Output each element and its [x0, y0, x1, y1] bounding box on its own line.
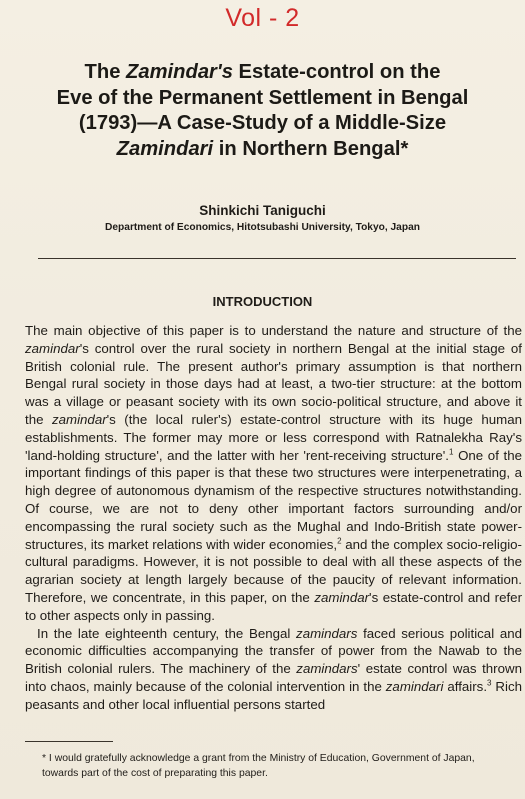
footnote-ref[interactable]: 2: [337, 536, 342, 546]
text-run: In the late eighteenth century, the Bengal: [37, 625, 297, 641]
title-line-3: (1793)—A Case-Study of a Middle-Size: [78, 112, 447, 134]
title-emphasis: Zamindar's: [126, 61, 233, 83]
text-run: faced serious political and economic difficulties accompanying the transfer of power from the Nawab to the British colonial rulers. The machinery of the: [25, 625, 523, 677]
title-text: in Northern Bengal*: [213, 137, 409, 160]
text-run: 's control over the rural society in northern Bengal at the initial stage of British colonial rule. The present author's primary assumption is that northern Bengal rural society in those days had at least, a two-tier structure: at the bottom was a village or peasant society with its own socio-political structure, and above it the: [25, 340, 522, 427]
footnote-ref[interactable]: 1: [449, 447, 454, 457]
paragraph-2: [25, 625, 522, 714]
text-run: One of the important findings of this paper is that these two structures were interpenetrating, a high degree of autonomous dynamism of the respective structures notwithstanding. Of course, we are not to deny other important factors surrounding and/or encompassing the rural society such as the Mughal and Indo-British state power-structures, its market relations with wider economies,: [25, 447, 522, 552]
footnote: [42, 751, 512, 781]
text-run: ' estate control was thrown into chaos, mainly because of the colonial intervention in the: [25, 661, 522, 694]
italic-term: zamindars: [296, 661, 358, 677]
footnote-divider: [25, 741, 113, 742]
title-text: The: [84, 61, 127, 83]
text-run: Rich peasants and other local influential persons started: [25, 678, 523, 712]
footnote-mark: *: [42, 753, 47, 764]
title-line-2: Eve of the Permanent Settlement in Bengal: [56, 86, 469, 109]
footnote-ref[interactable]: 3: [487, 678, 492, 688]
title-emphasis: Zamindari: [116, 137, 214, 160]
header-divider: [38, 258, 516, 259]
text-run: 's (the local ruler's) estate-control structure with its huge human establishments. The former may more or less correspond with Ratnalekha Ray's 'land-holding structure', and the latter with her 'rent-receiving structure'.: [25, 411, 522, 463]
volume-label: Vol - 2: [225, 4, 300, 32]
text-run: 's estate-control and refer to other aspects only in passing.: [25, 589, 523, 623]
text-run: affairs.: [443, 678, 488, 694]
footnote-text: I would gratefully acknowledge a grant from the Ministry of Education, Government of Japan, towards part of the cost of preparating this paper.: [42, 753, 475, 779]
title-line-1: [0, 60, 525, 86]
author-affiliation: Department of Economics, Hitotsubashi University, Tokyo, Japan: [105, 222, 420, 233]
title-text: Estate-control on the: [232, 61, 441, 83]
italic-term: zamindars: [296, 625, 358, 641]
body-text: [25, 322, 522, 714]
section-heading: INTRODUCTION: [212, 294, 313, 309]
italic-term: zamindari: [385, 678, 444, 694]
italic-term: zamindar: [51, 411, 107, 427]
paragraph-1: [25, 322, 522, 625]
italic-term: zamindar: [25, 340, 80, 356]
text-run: The main objective of this paper is to understand the nature and structure of the: [25, 323, 522, 338]
title-line-4: [0, 137, 525, 163]
italic-term: zamindar: [314, 589, 370, 605]
author-name: Shinkichi Taniguchi: [199, 203, 326, 218]
paper-title: [0, 60, 525, 162]
text-run: and the complex socio-religio-cultural paradigms. However, it is not possible to deal with all these aspects of the agrarian society at length largely because of the paucity of relevant information. Therefore, we concentrate, in this paper, on the: [25, 536, 522, 605]
